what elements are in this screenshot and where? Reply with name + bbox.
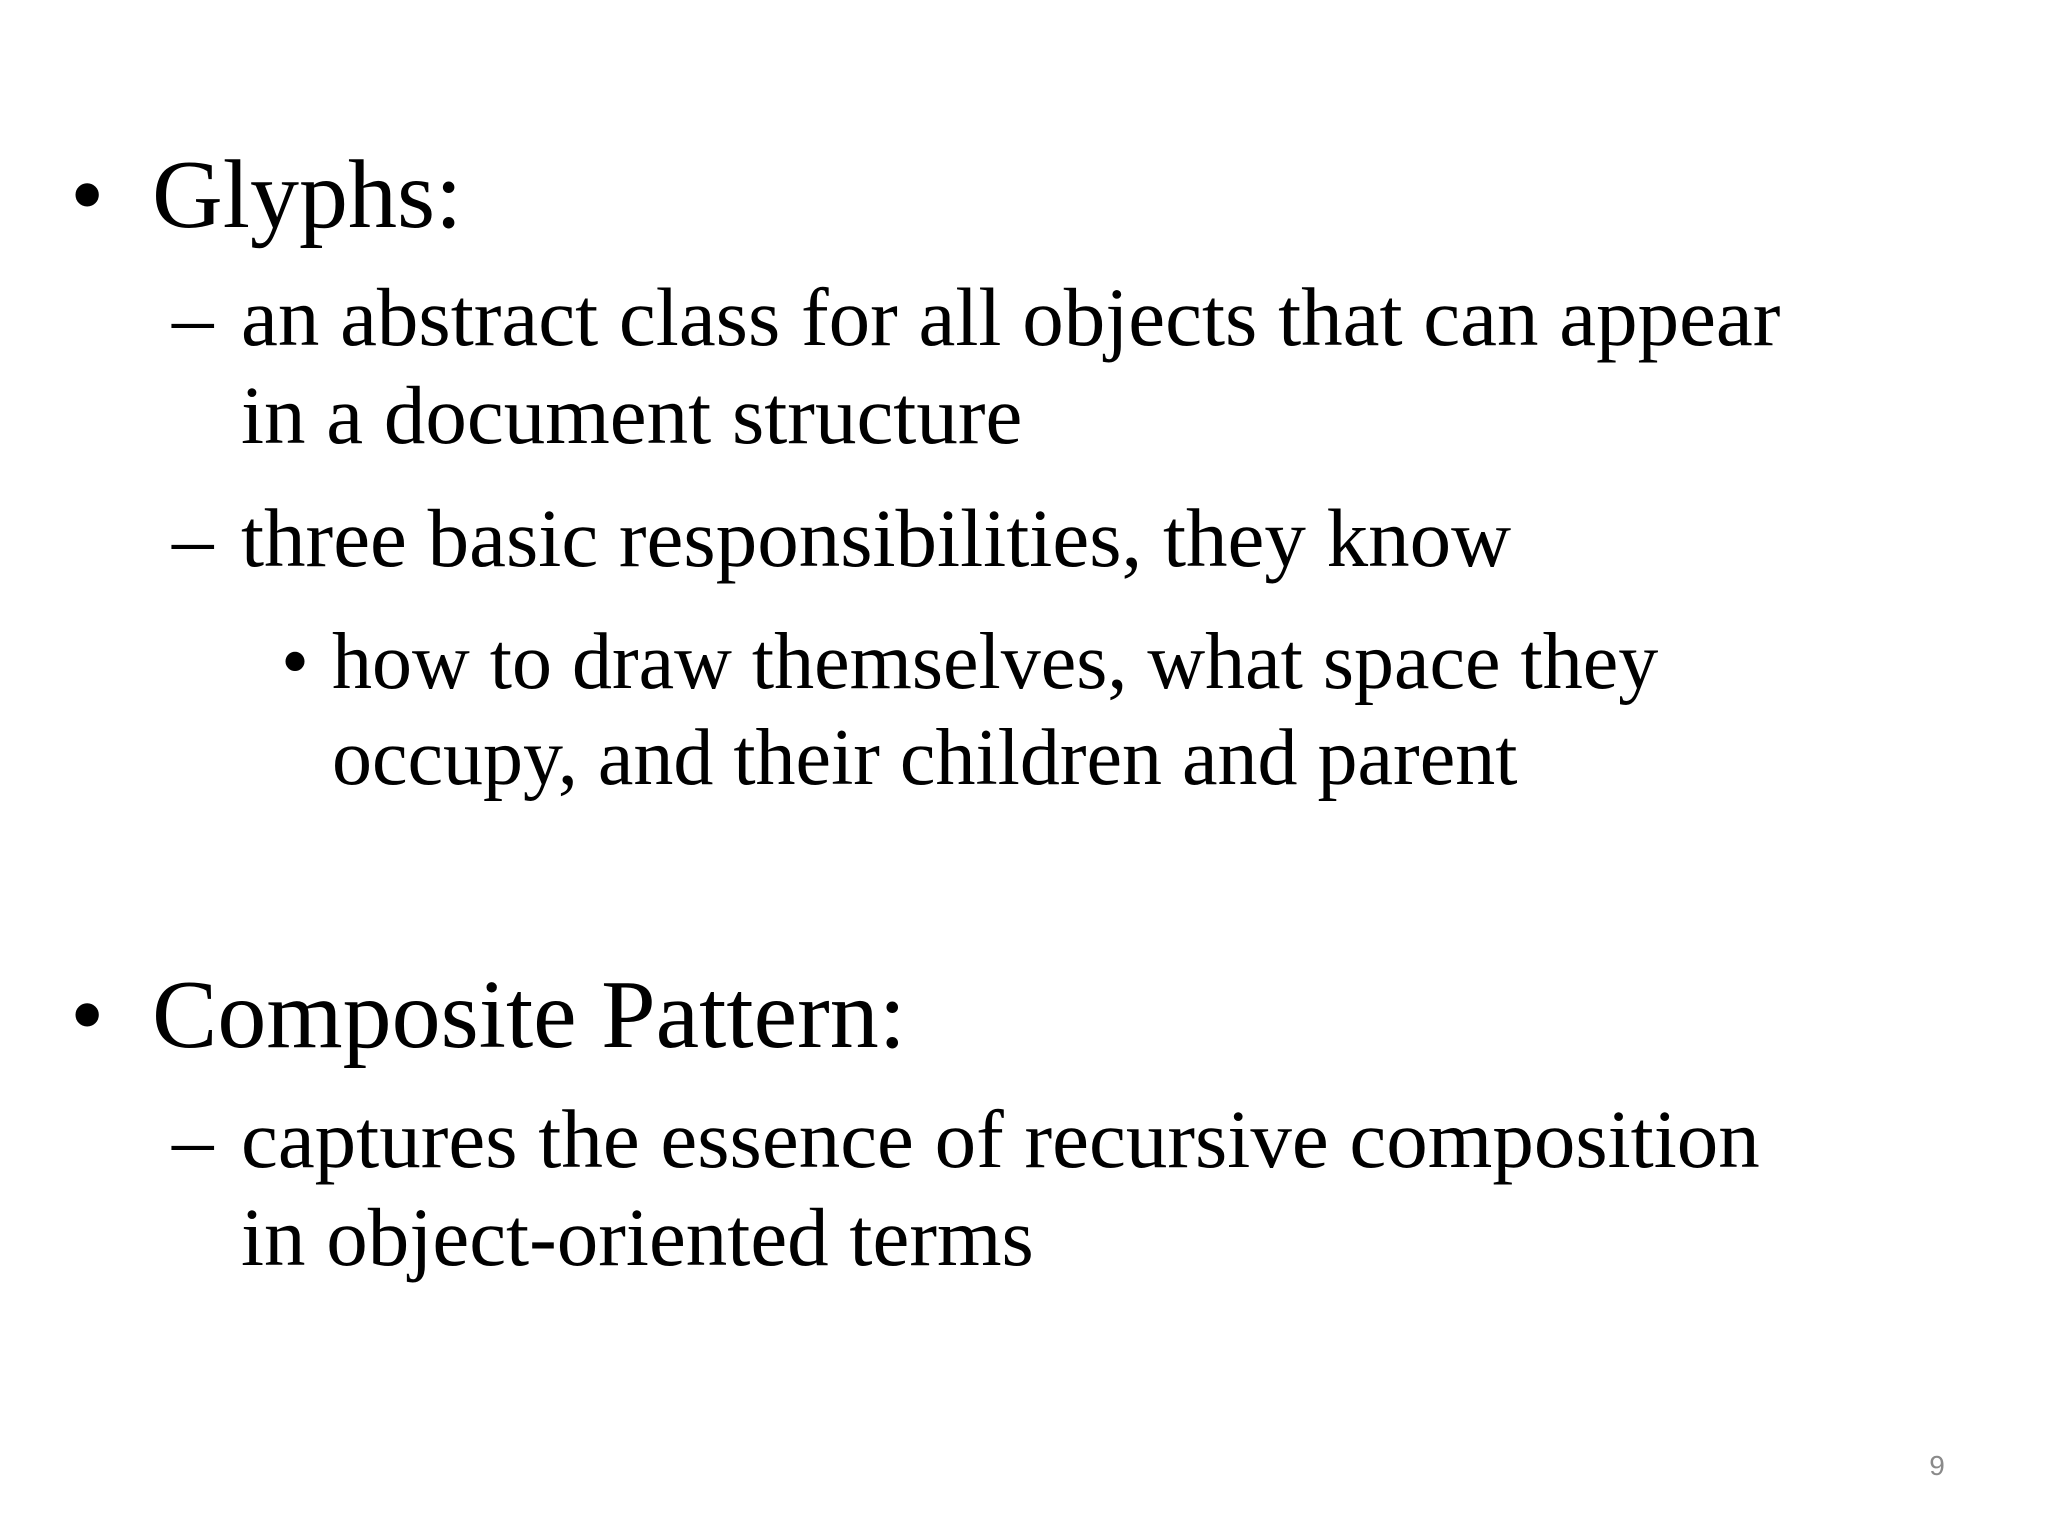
bullet-glyphs: • bbox=[70, 141, 105, 249]
bullet-composite-pattern: • bbox=[70, 961, 105, 1069]
subitem-draw-themselves-line-1: how to draw themselves, what space they bbox=[332, 618, 1659, 706]
slide-number: 9 bbox=[1929, 1450, 1945, 1481]
item-recursive-composition-line-1: captures the essence of recursive composition bbox=[241, 1093, 1760, 1185]
item-recursive-composition-line-2: in object-oriented terms bbox=[241, 1191, 1034, 1283]
dash-responsibilities: – bbox=[172, 492, 214, 584]
item-abstract-class-line-1: an abstract class for all objects that can appear bbox=[241, 271, 1781, 363]
heading-glyphs: Glyphs: bbox=[152, 141, 463, 249]
heading-composite-pattern: Composite Pattern: bbox=[152, 961, 906, 1069]
subitem-draw-themselves-line-2: occupy, and their children and parent bbox=[332, 714, 1518, 802]
bullet-draw-themselves: • bbox=[281, 618, 310, 706]
dash-abstract-class: – bbox=[172, 271, 214, 363]
item-responsibilities-line-1: three basic responsibilities, they know bbox=[241, 492, 1512, 584]
item-abstract-class-line-2: in a document structure bbox=[241, 369, 1023, 461]
dash-recursive-composition: – bbox=[172, 1093, 214, 1185]
